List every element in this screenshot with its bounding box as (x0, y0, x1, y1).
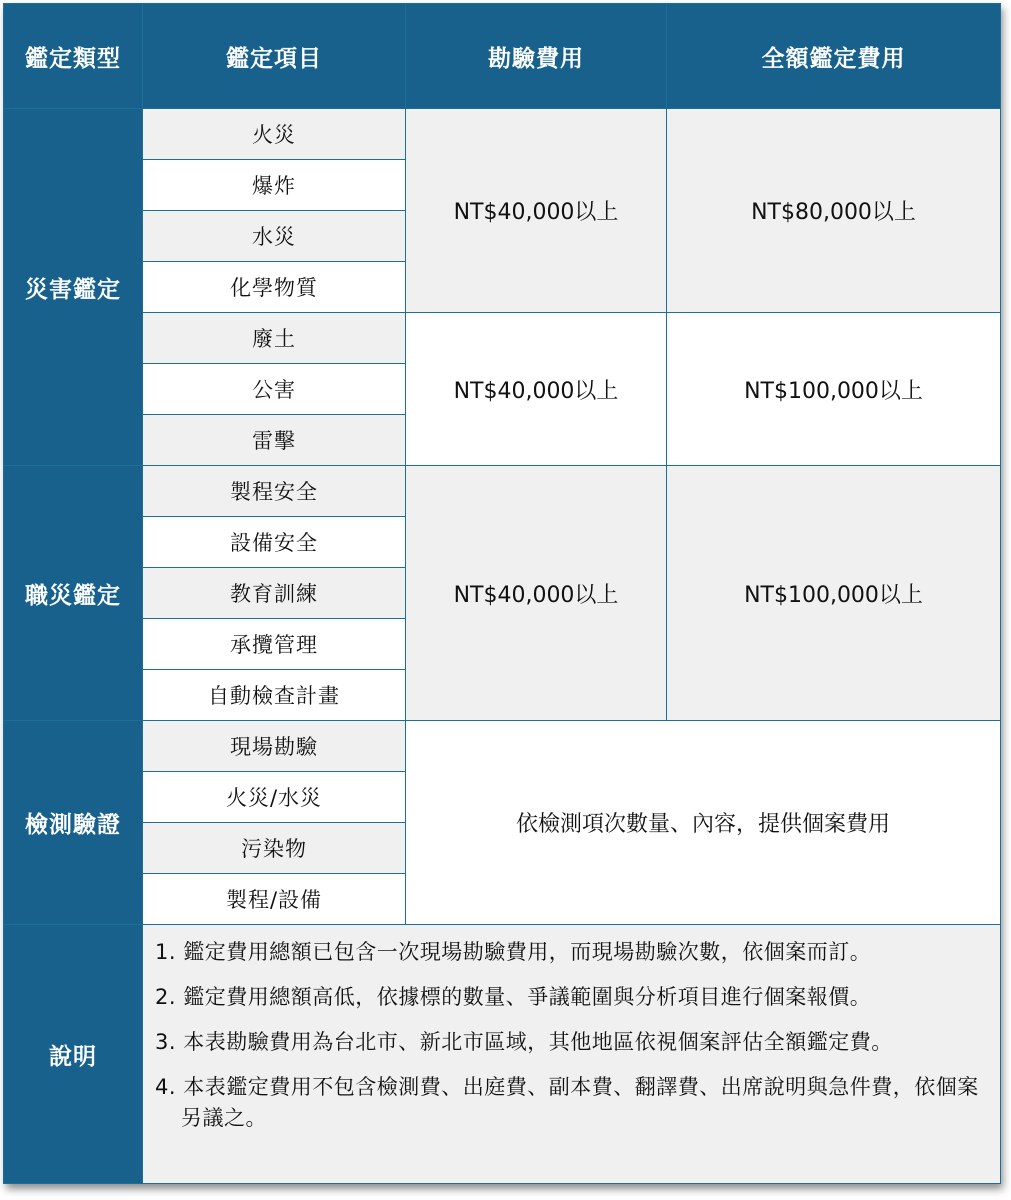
appraisal-fee-table (3, 3, 1001, 1184)
table-row (4, 466, 1001, 517)
item-cell: 製程安全 (143, 466, 406, 517)
item-cell: 製程/設備 (143, 874, 406, 925)
item-cell: 承攬管理 (143, 619, 406, 670)
item-cell: 水災 (143, 211, 406, 262)
category-disaster-appraisal: 災害鑑定 (4, 109, 143, 466)
full-fee-cell: NT$100,000以上 (667, 466, 1001, 721)
notes-content (143, 925, 1001, 1184)
table-header-row (4, 4, 1001, 109)
fee-table-frame (3, 3, 1000, 1184)
notes-title: 說明 (4, 925, 143, 1184)
full-fee-cell: NT$100,000以上 (667, 313, 1001, 466)
item-cell: 公害 (143, 364, 406, 415)
item-cell: 廢土 (143, 313, 406, 364)
table-row (4, 721, 1001, 772)
item-cell: 火災 (143, 109, 406, 160)
item-cell: 設備安全 (143, 517, 406, 568)
item-cell: 爆炸 (143, 160, 406, 211)
testing-fee-note-cell: 依檢測項次數量、內容，提供個案費用 (406, 721, 1001, 925)
table-row (4, 109, 1001, 160)
item-cell: 化學物質 (143, 262, 406, 313)
full-fee-cell: NT$80,000以上 (667, 109, 1001, 313)
header-appraisal-type: 鑑定類型 (4, 4, 143, 109)
note-item: 1. 鑑定費用總額已包含一次現場勘驗費用，而現場勘驗次數，依個案而訂。 (155, 940, 872, 964)
item-cell: 自動檢查計畫 (143, 670, 406, 721)
note-item: 2. 鑑定費用總額高低，依據標的數量、爭議範圍與分析項目進行個案報價。 (155, 985, 872, 1009)
item-cell: 雷擊 (143, 415, 406, 466)
item-cell: 教育訓練 (143, 568, 406, 619)
survey-fee-cell: NT$40,000以上 (406, 466, 667, 721)
note-item: 4. 本表鑑定費用不包含檢測費、出庭費、副本費、翻譯費、出席說明與急件費，依個案另議之。 (155, 1075, 979, 1130)
survey-fee-cell: NT$40,000以上 (406, 313, 667, 466)
category-testing-verification: 檢測驗證 (4, 721, 143, 925)
table-row (4, 313, 1001, 364)
note-item: 3. 本表勘驗費用為台北市、新北市區域，其他地區依視個案評估全額鑑定費。 (155, 1030, 893, 1054)
notes-row (4, 925, 1001, 1184)
item-cell: 污染物 (143, 823, 406, 874)
item-cell: 火災/水災 (143, 772, 406, 823)
category-occupational-appraisal: 職災鑑定 (4, 466, 143, 721)
header-survey-fee: 勘驗費用 (406, 4, 667, 109)
header-full-appraisal-fee: 全額鑑定費用 (667, 4, 1001, 109)
survey-fee-cell: NT$40,000以上 (406, 109, 667, 313)
item-cell: 現場勘驗 (143, 721, 406, 772)
header-appraisal-item: 鑑定項目 (143, 4, 406, 109)
